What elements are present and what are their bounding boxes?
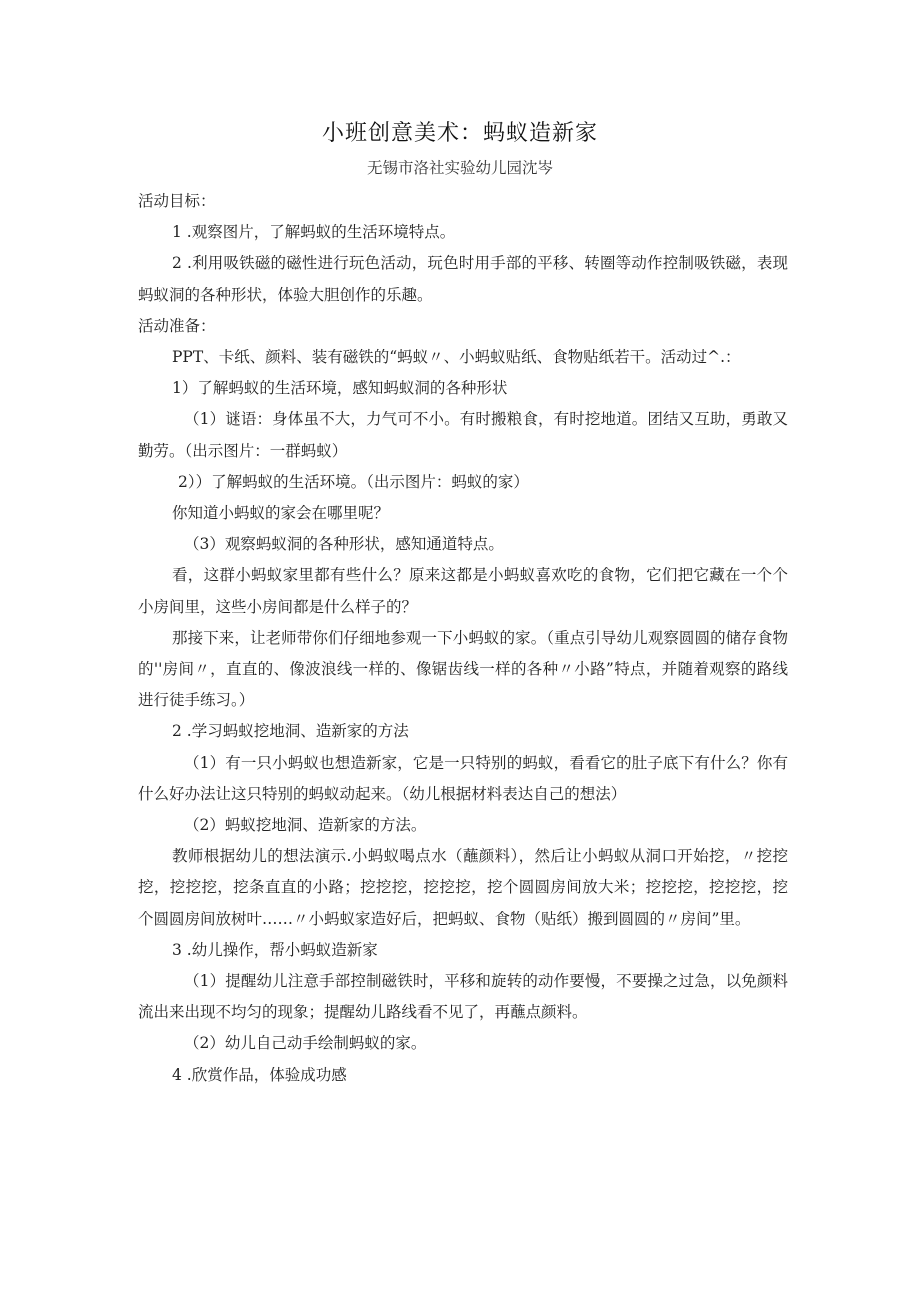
paragraph-step-2-1: （1）有一只小蚂蚁也想造新家，它是一只特别的蚂蚁，看看它的肚子底下有什么？你有什么好办法让这只特别的蚂蚁动起来。（幼儿根据材料表达自己的想法）	[138, 753, 788, 803]
paragraph-prep-heading: 活动准备：	[138, 316, 216, 335]
paragraph-step-1-2: 2））了解蚂蚁的生活环境。（出示图片：蚂蚁的家）	[178, 472, 529, 491]
paragraph-goal-1: 1 .观察图片，了解蚂蚁的生活环境特点。	[172, 223, 456, 242]
paragraph-prep-materials: PPT、卡纸、颜料、装有磁铁的“蚂蚁〃、小蚂蚁贴纸、食物贴纸若干。活动过^.：	[172, 348, 741, 367]
paragraph-riddle: （1）谜语：身体虽不大，力气可不小。有时搬粮食，有时挖地道。团结又互助，勇敢又勤劳。（出示图片：一群蚂蚁）	[138, 410, 788, 460]
paragraph-step-2-2: （2）蚂蚁挖地洞、造新家的方法。	[184, 816, 427, 835]
paragraph-step-3-1: （1）提醒幼儿注意手部控制磁铁时，平移和旋转的动作要慢，不要操之过急，以免颜料流出来出现不均匀的现象；提醒幼儿路线看不见了，再蘸点颜料。	[138, 972, 788, 1022]
paragraph-observe-food: 看，这群小蚂蚁家里都有些什么？原来这都是小蚂蚁喜欢吃的食物，它们把它藏在一个个小房间里，这些小房间都是什么样子的？	[138, 566, 788, 616]
paragraph-step-3-2: （2）幼儿自己动手绘制蚂蚁的家。	[184, 1034, 427, 1053]
paragraph-teacher-demo: 教师根据幼儿的想法演示.小蚂蚁喝点水（蘸颜料），然后让小蚂蚁从洞口开始挖，〃挖挖挖，挖挖挖，挖条直直的小路；挖挖挖，挖挖挖，挖个圆圆房间放大米；挖挖挖，挖挖挖，挖个圆圆房间放树叶……〃小蚂蚁家造好后，把蚂蚁、食物（贴纸）搬到圆圆的〃房间”里。	[138, 847, 788, 928]
paragraph-step-3: 3 .幼儿操作，帮小蚂蚁造新家	[172, 940, 378, 959]
paragraph-visit-home: 那接下来，让老师带你们仔细地参观一下小蚂蚁的家。（重点引导幼儿观察圆圆的储存食物的''房间〃，直直的、像波浪线一样的、像锯齿线一样的各种〃小路”特点，并随着观察的路线进行徒手练习。）	[138, 628, 788, 710]
document-author: 无锡市洛社实验幼儿园沈岑	[366, 159, 553, 177]
paragraph-step-1-3: （3）观察蚂蚁洞的各种形状，感知通道特点。	[184, 535, 504, 554]
paragraph-step-2: 2 .学习蚂蚁挖地洞、造新家的方法	[172, 722, 409, 741]
paragraph-goal-2: 2 .利用吸铁磁的磁性进行玩色活动，玩色时用手部的平移、转圈等动作控制吸铁磁，表现蚂蚁洞的各种形状，体验大胆创作的乐趣。	[138, 254, 788, 304]
document-title: 小班创意美术：蚂蚁造新家	[321, 121, 598, 146]
paragraph-step-1: 1）了解蚂蚁的生活环境，感知蚂蚁洞的各种形状	[172, 379, 508, 398]
document-body	[138, 186, 788, 1091]
paragraph-question-home: 你知道小蚂蚁的家会在哪里呢？	[172, 504, 390, 523]
paragraph-goals-heading: 活动目标：	[138, 192, 216, 210]
paragraph-step-4: 4 .欣赏作品，体验成功感	[172, 1065, 347, 1084]
